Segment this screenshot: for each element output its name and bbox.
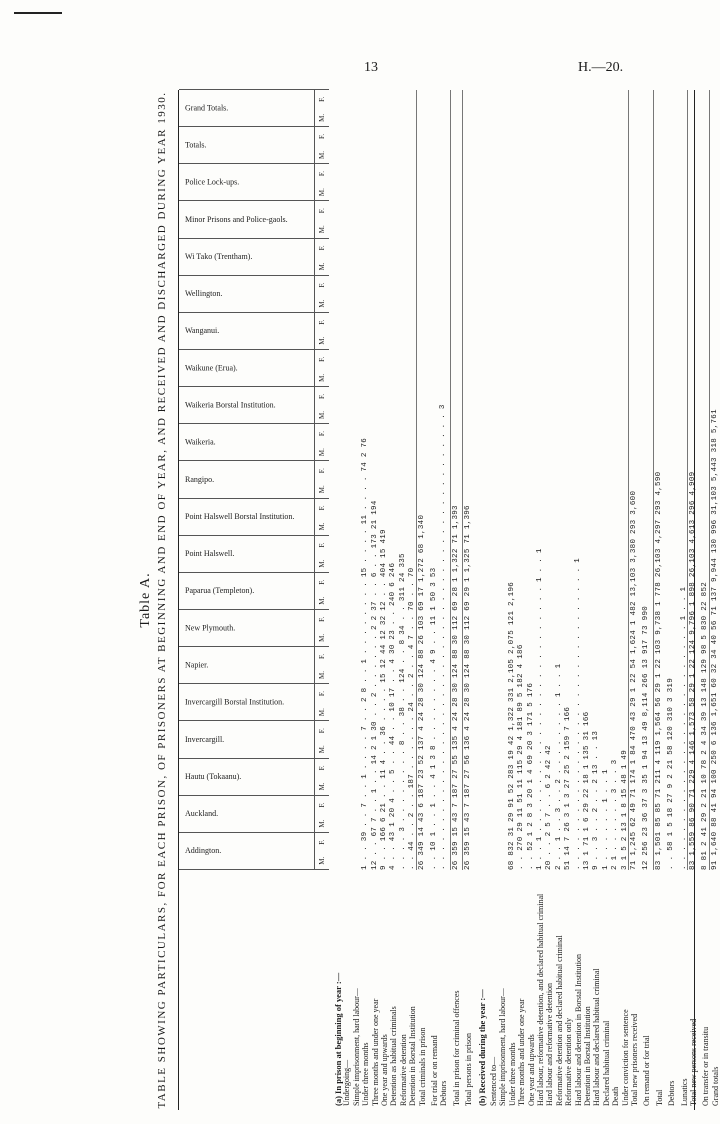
column-header-label: Wanganui.: [185, 326, 220, 336]
row-label: Reformative detention: [398, 1034, 408, 1106]
row-label: Total: [654, 1089, 664, 1106]
sex-label: M.: [318, 782, 326, 791]
row-label: Hard labour, reformative detention, and declared habitual criminal: [536, 893, 545, 1106]
row-label: Under conviction for sentence: [620, 1009, 630, 1106]
sex-label: F.: [318, 282, 326, 288]
column-header-label: Hautu (Tokaanu).: [185, 771, 242, 781]
sex-subheader: [314, 276, 329, 313]
column-header-label: Grand Totals.: [185, 103, 229, 113]
row-values-line: 68 832 31 29 91 52 283 19 42 1,322 331 2,105 2,075 121 2,196: [507, 581, 516, 870]
column-header-label: Wellington.: [185, 289, 223, 299]
sex-subheader: [314, 721, 329, 758]
sex-label: M.: [318, 225, 326, 234]
row-label: On remand or for trial: [642, 1035, 652, 1106]
column-header: [179, 572, 329, 610]
row-values-line: . . . . . . . . . . . . . . . . . . . . . . . . . . 1 . . 1: [679, 586, 688, 870]
row-label: Debtors: [667, 1080, 677, 1106]
row-label: Declared habitual criminal: [601, 1020, 611, 1106]
row-values-line: . . 52 1 2 8 3 20 1 4 69 20 3 171 5 176: [526, 682, 535, 870]
row-values-line: 83 1,501 85 85 71 211 4 119 1,564 56 29 1 22 103 9,738 1 778 26,103 4,297 293 4,590: [654, 471, 663, 870]
row-label: One year and upwards: [526, 1034, 536, 1106]
column-header: [179, 460, 329, 498]
row-label: Total new persons received: [689, 1018, 698, 1106]
sex-subheader: [314, 201, 329, 238]
table-title: TABLE SHOWING PARTICULARS, FOR EACH PRISON, OF PRISONERS AT BEGINNING AND END OF YEAR, AND RECEIVED AND DISCHARGED DURING YEAR 1930.: [156, 91, 168, 1109]
sex-subheader: [314, 684, 329, 721]
row-values-line: 9 . . 3 . . 2 . . 2 13 . . 13: [592, 730, 601, 870]
sex-label: F.: [318, 245, 326, 251]
row-values-line: 13 1 71 1 6 29 22 18 1 135 31 166: [583, 711, 591, 870]
row-label: Hard labour and reformative detention: [545, 982, 555, 1106]
row-label: For trial or on remand: [430, 1035, 439, 1106]
row-label: Debtors: [439, 1080, 449, 1106]
column-header-label: Totals.: [185, 140, 207, 150]
column-header-label: Minor Prisons and Police-gaols.: [185, 214, 288, 224]
row-label: Hard labour and detention in Borstal Institution: [573, 954, 583, 1106]
sex-label: M.: [318, 448, 326, 457]
sex-label: F.: [318, 616, 326, 622]
row-values-line: 26 359 15 43 7 187 27 55 135 4 24 28 30 124 88 30 112 69 28 1 1,322 71 1,393: [451, 505, 460, 870]
row-values-line: 4 . . 43 1 20 4 . . 5 . . 44 . . 10 17 . . 4 30 23 . . 240 6 246: [389, 562, 398, 870]
sex-subheader: [314, 573, 329, 610]
row-label: Death: [611, 1086, 621, 1106]
column-header: [179, 275, 329, 313]
sex-subheader: [314, 536, 329, 573]
column-header: [179, 758, 329, 796]
row-label: Total in prison for criminal offences: [451, 990, 461, 1106]
sex-label: M.: [318, 819, 326, 828]
row-values-line: 71 1,245 62 49 71 174 1 84 470 43 29 1 22 54 1,624 1 482 13,103 3,380 293 3,600: [630, 490, 638, 870]
sex-subheader: [314, 647, 329, 684]
column-header: [179, 312, 329, 350]
sex-subheader: [314, 313, 329, 350]
sex-label: F.: [318, 802, 326, 808]
sex-subheader: [314, 164, 329, 201]
column-header: [179, 163, 329, 201]
row-label: Reformative detention and declared habitual criminal: [554, 935, 564, 1106]
column-header: [179, 200, 329, 238]
row-label: On transfer or in transitu: [701, 1026, 711, 1106]
row-label: Total persons in prison: [464, 1033, 474, 1106]
row-values-line: 26 359 15 43 7 187 27 56 136 4 24 28 30 124 88 30 112 69 29 1 1,325 71 1,396: [464, 505, 473, 870]
sex-subheader: [314, 127, 329, 164]
stub-header: [179, 869, 329, 1110]
row-values-line: 9 . . 166 6 21 . . 11 4 . . 36 . . . . 15 12 44 12 32 12 . . 404 15 419: [380, 529, 388, 870]
row-values-line: . . . . 3 . . . . . . . . 8 . . 38 . . 124 . . 8 34 . . 311 24 335: [398, 553, 407, 870]
sex-subheader: [314, 796, 329, 833]
row-label: Three months and under one year: [370, 998, 380, 1106]
row-values-line: 8 81 2 41 29 2 21 10 78 2 4 34 39 13 148 129 98 5 830 22 852: [701, 581, 710, 870]
sex-label: F.: [318, 542, 326, 548]
row-label: Total new prisoners received: [630, 1013, 639, 1106]
row-label: Three months and under one year: [517, 998, 527, 1106]
column-header: [179, 386, 329, 424]
row-values-line: 20 . . 2 5 7 . . 6 2 42 42: [545, 745, 554, 870]
row-values-line: . . . . . . . . . . . . . . . . . . . . . . . . . . . . . . . . 1: [573, 557, 582, 870]
sex-label: M.: [318, 596, 326, 605]
sex-label: F.: [318, 208, 326, 214]
row-label: Simple imprisonment, hard labour—: [351, 988, 361, 1106]
column-header-label: Addington.: [185, 846, 222, 856]
column-header-label: Waikeria.: [185, 437, 216, 447]
row-values-line: 51 14 7 26 3 1 3 27 25 2 159 7 166: [564, 706, 573, 870]
sex-label: F.: [318, 171, 326, 177]
data-table: [178, 90, 720, 1110]
row-label: Simple imprisonment, hard labour—: [498, 988, 508, 1106]
sex-subheader: [314, 387, 329, 424]
row-label: Detention as habitual criminals: [389, 1006, 399, 1106]
column-header: [179, 126, 329, 164]
row-label: (b) Received during the year :—: [476, 989, 487, 1106]
sex-label: F.: [318, 728, 326, 734]
total-rule: [709, 90, 710, 870]
row-values-line: 3 1 5 2 13 1 8 15 48 1 49: [620, 749, 629, 870]
row-values-line: . . 10 1 . . 1 . . 4 1 3 8 . . . . . . . . 4 9 . . 11 1 50 3 53: [430, 567, 438, 870]
sex-label: F.: [318, 96, 326, 102]
sex-label: M.: [318, 113, 326, 122]
table-label: Table A.: [138, 572, 153, 628]
column-header: [179, 646, 329, 684]
row-values-line: . . 44 . . 2 . . 187 . . . . . . 24 . . 2 . . 4 7 . . 70 . . 70: [408, 567, 417, 870]
row-label: Lunatics: [679, 1078, 689, 1106]
sex-label: M.: [318, 262, 326, 271]
sex-label: F.: [318, 653, 326, 659]
column-header-label: Rangipo.: [185, 474, 215, 484]
sex-label: F.: [318, 133, 326, 139]
row-label: Detention in Borstal Institution: [583, 1006, 592, 1106]
sex-label: F.: [318, 579, 326, 585]
sex-label: F.: [318, 356, 326, 362]
sex-subheader: [314, 499, 329, 536]
column-header: [179, 349, 329, 387]
row-values-line: . . . . . . . . . . . . . . . . . . . . . . . . . . . . . . . . . . . . . . . . . . . . . . . . 3: [439, 404, 448, 870]
row-values-line: . . 270 29 11 51 11 115 29 4 181 89 5 182 4 186: [517, 644, 526, 870]
row-values-line: 12 256 23 36 37 3 35 1 94 13 49 8,114 266 13 917 73 990: [642, 605, 651, 870]
column-header: [179, 238, 329, 276]
sex-label: M.: [318, 299, 326, 308]
sex-label: M.: [318, 745, 326, 754]
row-values-line: . . 58 1 5 18 27 9 2 21 58 120 310 3 319: [667, 677, 676, 870]
sex-label: M.: [318, 708, 326, 717]
page-number: 13: [364, 60, 378, 75]
sex-label: F.: [318, 393, 326, 399]
row-values-line: 91 1,640 88 41 94 100 250 6 136 1,651 60 32 34 40 56 71 137 9,944 130 996 31,103 5,443 318 5,761: [710, 409, 719, 870]
series-code: H.—20.: [578, 60, 624, 75]
row-values-line: 26 349 14 43 6 187 23 52 137 4 24 28 30 124 88 26 103 69 17 1,272 68 1,340: [417, 514, 426, 870]
sex-label: M.: [318, 856, 326, 865]
column-header-label: Auckland.: [185, 809, 219, 819]
column-header: [179, 89, 329, 127]
sex-label: M.: [318, 633, 326, 642]
total-rule: [450, 90, 451, 870]
row-label: Hard labour and declared habitual criminal: [592, 968, 602, 1106]
total-rule: [416, 90, 417, 870]
row-values-line: 1 . . . . . . 1 . . 1: [601, 769, 610, 870]
column-header-label: Waikune (Erua).: [185, 363, 238, 373]
column-header: [179, 720, 329, 758]
column-header-label: Waikeria Borstal Institution.: [185, 400, 276, 410]
total-rule: [687, 90, 688, 870]
column-header: [179, 535, 329, 573]
sex-label: M.: [318, 373, 326, 382]
row-label: Grand totals: [710, 1066, 720, 1106]
sex-label: F.: [318, 468, 326, 474]
column-header-label: New Plymouth.: [185, 623, 236, 633]
total-rule: [628, 90, 629, 870]
column-header: [179, 683, 329, 721]
row-values-line: 2 1 . . . . . . 3 . . 3: [611, 759, 620, 870]
sex-subheader: [314, 424, 329, 461]
sex-label: M.: [318, 671, 326, 679]
column-header-label: Wi Tako (Trentham).: [185, 251, 253, 261]
row-label: One year and upwards: [380, 1034, 389, 1106]
sex-subheader: [314, 833, 329, 870]
sex-label: M.: [318, 188, 326, 197]
row-values-line: 1 . . 39 . . 7 . . 1 . . . . 7 . . 2 8 . . 1 . . . . . . . . 15 . . . . 11 . . . . 74 2 76: [361, 437, 370, 870]
sex-label: F.: [318, 431, 326, 437]
row-label: Under three months: [361, 1042, 371, 1106]
sex-label: F.: [318, 691, 326, 697]
sex-label: M.: [318, 411, 326, 419]
column-header: [179, 832, 329, 870]
sex-label: F.: [318, 839, 326, 845]
sex-label: F.: [318, 505, 326, 511]
row-values-line: 12 . . 67 7 . . 1 . . 14 2 1 30 . . 2 . . . . . . 2 2 37 . . 6 . . 173 21 194: [370, 500, 379, 870]
column-header-label: Napier.: [185, 660, 209, 670]
row-values-line: 2 . . 1 . . 3 . . 2 . . . . . . . . 1 . . 1: [554, 663, 563, 870]
column-header-label: Paparua (Templeton).: [185, 586, 255, 596]
row-values-line: 83 1,559 86 90 71 229 4 146 1,573 58 29 1 22 124 9,796 1 898 26,103 4,613 296 4,909: [689, 471, 697, 870]
sex-subheader: [314, 759, 329, 796]
column-header: [179, 795, 329, 833]
row-label: Reformative detention only: [564, 1018, 574, 1106]
column-header: [179, 609, 329, 647]
row-label: Sentenced to—: [489, 1056, 498, 1106]
row-label: (a) In prison at beginning of year :—: [333, 972, 343, 1106]
row-label: Total criminals in prison: [417, 1027, 427, 1106]
sex-subheader: [314, 350, 329, 387]
column-header: [179, 498, 329, 536]
column-header-label: Invercargill Borstal Institution.: [185, 697, 285, 707]
column-header: [179, 423, 329, 461]
sex-label: M.: [318, 336, 326, 345]
rotated-table-page: [138, 90, 720, 1110]
sex-label: M.: [318, 522, 326, 531]
row-label: Undergoing—: [342, 1059, 352, 1106]
sex-label: F.: [318, 765, 326, 771]
sex-label: M.: [318, 485, 326, 494]
sex-subheader: [314, 461, 329, 498]
row-label: Under three months: [507, 1042, 517, 1106]
sex-label: F.: [318, 319, 326, 325]
sex-label: M.: [318, 559, 326, 568]
sex-subheader: [314, 90, 329, 127]
column-header-label: Police Lock-ups.: [185, 177, 240, 187]
sex-subheader: [314, 610, 329, 647]
column-header-label: Invercargill.: [185, 734, 225, 744]
column-header-label: Point Halswell Borstal Institution.: [185, 511, 295, 521]
row-values-line: 1 . . 1 . . . . . . . . . . . . . . . . . . . . . . . . . . 1 . . 1: [536, 548, 544, 870]
total-rule: [653, 90, 654, 870]
top-rule: [14, 12, 62, 14]
row-label: Detention in Borstal Institution: [408, 1006, 418, 1106]
column-header-label: Point Halswell.: [185, 549, 235, 559]
sex-label: M.: [318, 151, 326, 159]
total-rule: [462, 90, 463, 870]
sex-subheader: [314, 239, 329, 276]
